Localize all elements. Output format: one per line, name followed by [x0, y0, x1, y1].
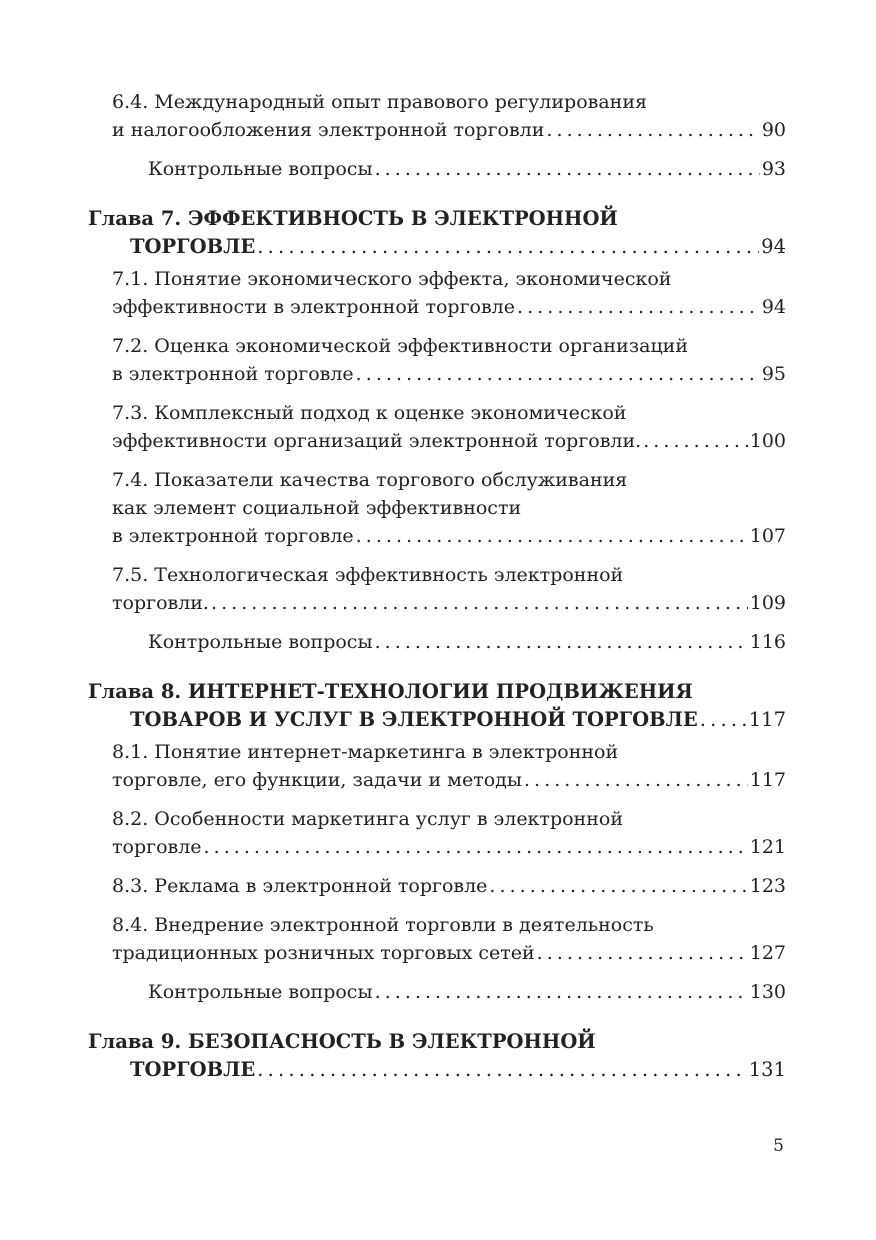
- toc-entry-title-line: и налогообложения электронной торговли: [112, 119, 545, 141]
- toc-entry-8-4: [112, 911, 786, 967]
- toc-entry-control-questions: [148, 155, 786, 183]
- page-number: 130: [749, 981, 786, 1003]
- dot-leader: [489, 872, 747, 900]
- page-number: 95: [761, 363, 786, 385]
- toc-entry-7-3: [112, 399, 786, 455]
- toc-entry-title-line: 8.4. Внедрение электронной торговли в деятельность: [112, 914, 654, 936]
- page-number: 109: [749, 592, 786, 614]
- page-number: 127: [749, 942, 786, 964]
- dot-leader: [537, 939, 748, 967]
- chapter-title-line: Глава 8. ИНТЕРНЕТ-ТЕХНОЛОГИИ ПРОДВИЖЕНИЯ: [88, 680, 693, 703]
- toc-entry-title-line: эффективности организаций электронной торговли.: [112, 430, 642, 452]
- page-number: 121: [749, 836, 786, 858]
- toc-entry-title-line: Контрольные вопросы: [148, 631, 373, 653]
- toc-entry-title-line: 7.4. Показатели качества торгового обслуживания: [112, 469, 628, 491]
- toc-entry-title-line: 8.3. Реклама в электронной торговле: [112, 875, 488, 897]
- dot-leader: [546, 116, 759, 144]
- page-number: 100: [749, 430, 786, 452]
- dot-leader: [356, 360, 760, 388]
- chapter-title-line: ТОВАРОВ И УСЛУГ В ЭЛЕКТРОННОЙ ТОРГОВЛЕ: [130, 708, 698, 731]
- dot-leader: [375, 978, 748, 1006]
- toc-entry-title-line: 7.1. Понятие экономического эффекта, экономической: [112, 268, 672, 290]
- toc-entry-7-4: [112, 466, 786, 550]
- toc-entry-title-line: в электронной торговле: [112, 525, 354, 547]
- page-number: 131: [748, 1058, 786, 1081]
- page-number: 117: [749, 769, 786, 791]
- toc-entry-8-2: [112, 805, 786, 861]
- toc-entry-8-1: [112, 738, 786, 794]
- toc-entry-title-line: 7.5. Технологическая эффективность электронной: [112, 564, 624, 586]
- dot-leader: [356, 522, 748, 550]
- dot-leader: [643, 427, 748, 455]
- page-number: 117: [748, 708, 786, 731]
- chapter-title-line: Глава 7. ЭФФЕКТИВНОСТЬ В ЭЛЕКТРОННОЙ: [88, 207, 618, 230]
- toc-chapter-8: [88, 678, 786, 734]
- toc-entry-title-line: 8.1. Понятие интернет-маркетинга в электронной: [112, 741, 619, 763]
- toc-entry-8-3: [112, 872, 786, 900]
- chapter-title-line: Глава 9. БЕЗОПАСНОСТЬ В ЭЛЕКТРОННОЙ: [88, 1030, 596, 1053]
- page-number: 116: [749, 631, 786, 653]
- page-number: 123: [749, 875, 786, 897]
- page-number: 90: [761, 119, 786, 141]
- toc-entry-control-questions: [148, 978, 786, 1006]
- toc-entry-title-line: как элемент социальной эффективности: [112, 497, 522, 519]
- toc-entry-title-line: традиционных розничных торговых сетей: [112, 942, 535, 964]
- toc-chapter-7: [88, 205, 786, 261]
- toc-entry-title-line: 8.2. Особенности маркетинга услуг в электронной: [112, 808, 623, 830]
- toc-entry-title-line: Контрольные вопросы: [148, 981, 373, 1003]
- dot-leader: [204, 833, 748, 861]
- toc-entry-title-line: в электронной торговле: [112, 363, 354, 385]
- toc-chapter-9: [88, 1028, 786, 1084]
- toc-entry-control-questions: [148, 628, 786, 656]
- toc-entry-title-line: торговле, его функции, задачи и методы: [112, 769, 522, 791]
- table-of-contents: [88, 88, 786, 1084]
- toc-entry-title-line: 7.2. Оценка экономической эффективности организаций: [112, 335, 688, 357]
- dot-leader: [257, 1056, 747, 1084]
- toc-entry-title-line: 7.3. Комплексный подход к оценке экономической: [112, 402, 627, 424]
- toc-entry-6-4: [112, 88, 786, 144]
- chapter-title-line: ТОРГОВЛЕ: [130, 1058, 256, 1081]
- dot-leader: [524, 766, 748, 794]
- page-folio-number: 5: [773, 1136, 784, 1156]
- dot-leader: [375, 628, 748, 656]
- toc-entry-title-line: 6.4. Международный опыт правового регулирования: [112, 91, 647, 113]
- page-number: 107: [749, 525, 786, 547]
- toc-entry-7-5: [112, 561, 786, 617]
- dot-leader: [211, 589, 748, 617]
- dot-leader: [700, 706, 747, 734]
- toc-entry-title-line: торговле: [112, 836, 202, 858]
- page-number: 94: [761, 235, 786, 258]
- dot-leader: [517, 293, 760, 321]
- toc-entry-title-line: торговли.: [112, 592, 209, 614]
- dot-leader: [375, 155, 760, 183]
- page-number: 93: [761, 158, 786, 180]
- page-number: 94: [761, 296, 786, 318]
- chapter-title-line: ТОРГОВЛЕ: [130, 235, 256, 258]
- toc-entry-title-line: эффективности в электронной торговле: [112, 296, 515, 318]
- toc-entry-title-line: Контрольные вопросы: [148, 158, 373, 180]
- toc-entry-7-2: [112, 332, 786, 388]
- toc-entry-7-1: [112, 265, 786, 321]
- dot-leader: [257, 233, 759, 261]
